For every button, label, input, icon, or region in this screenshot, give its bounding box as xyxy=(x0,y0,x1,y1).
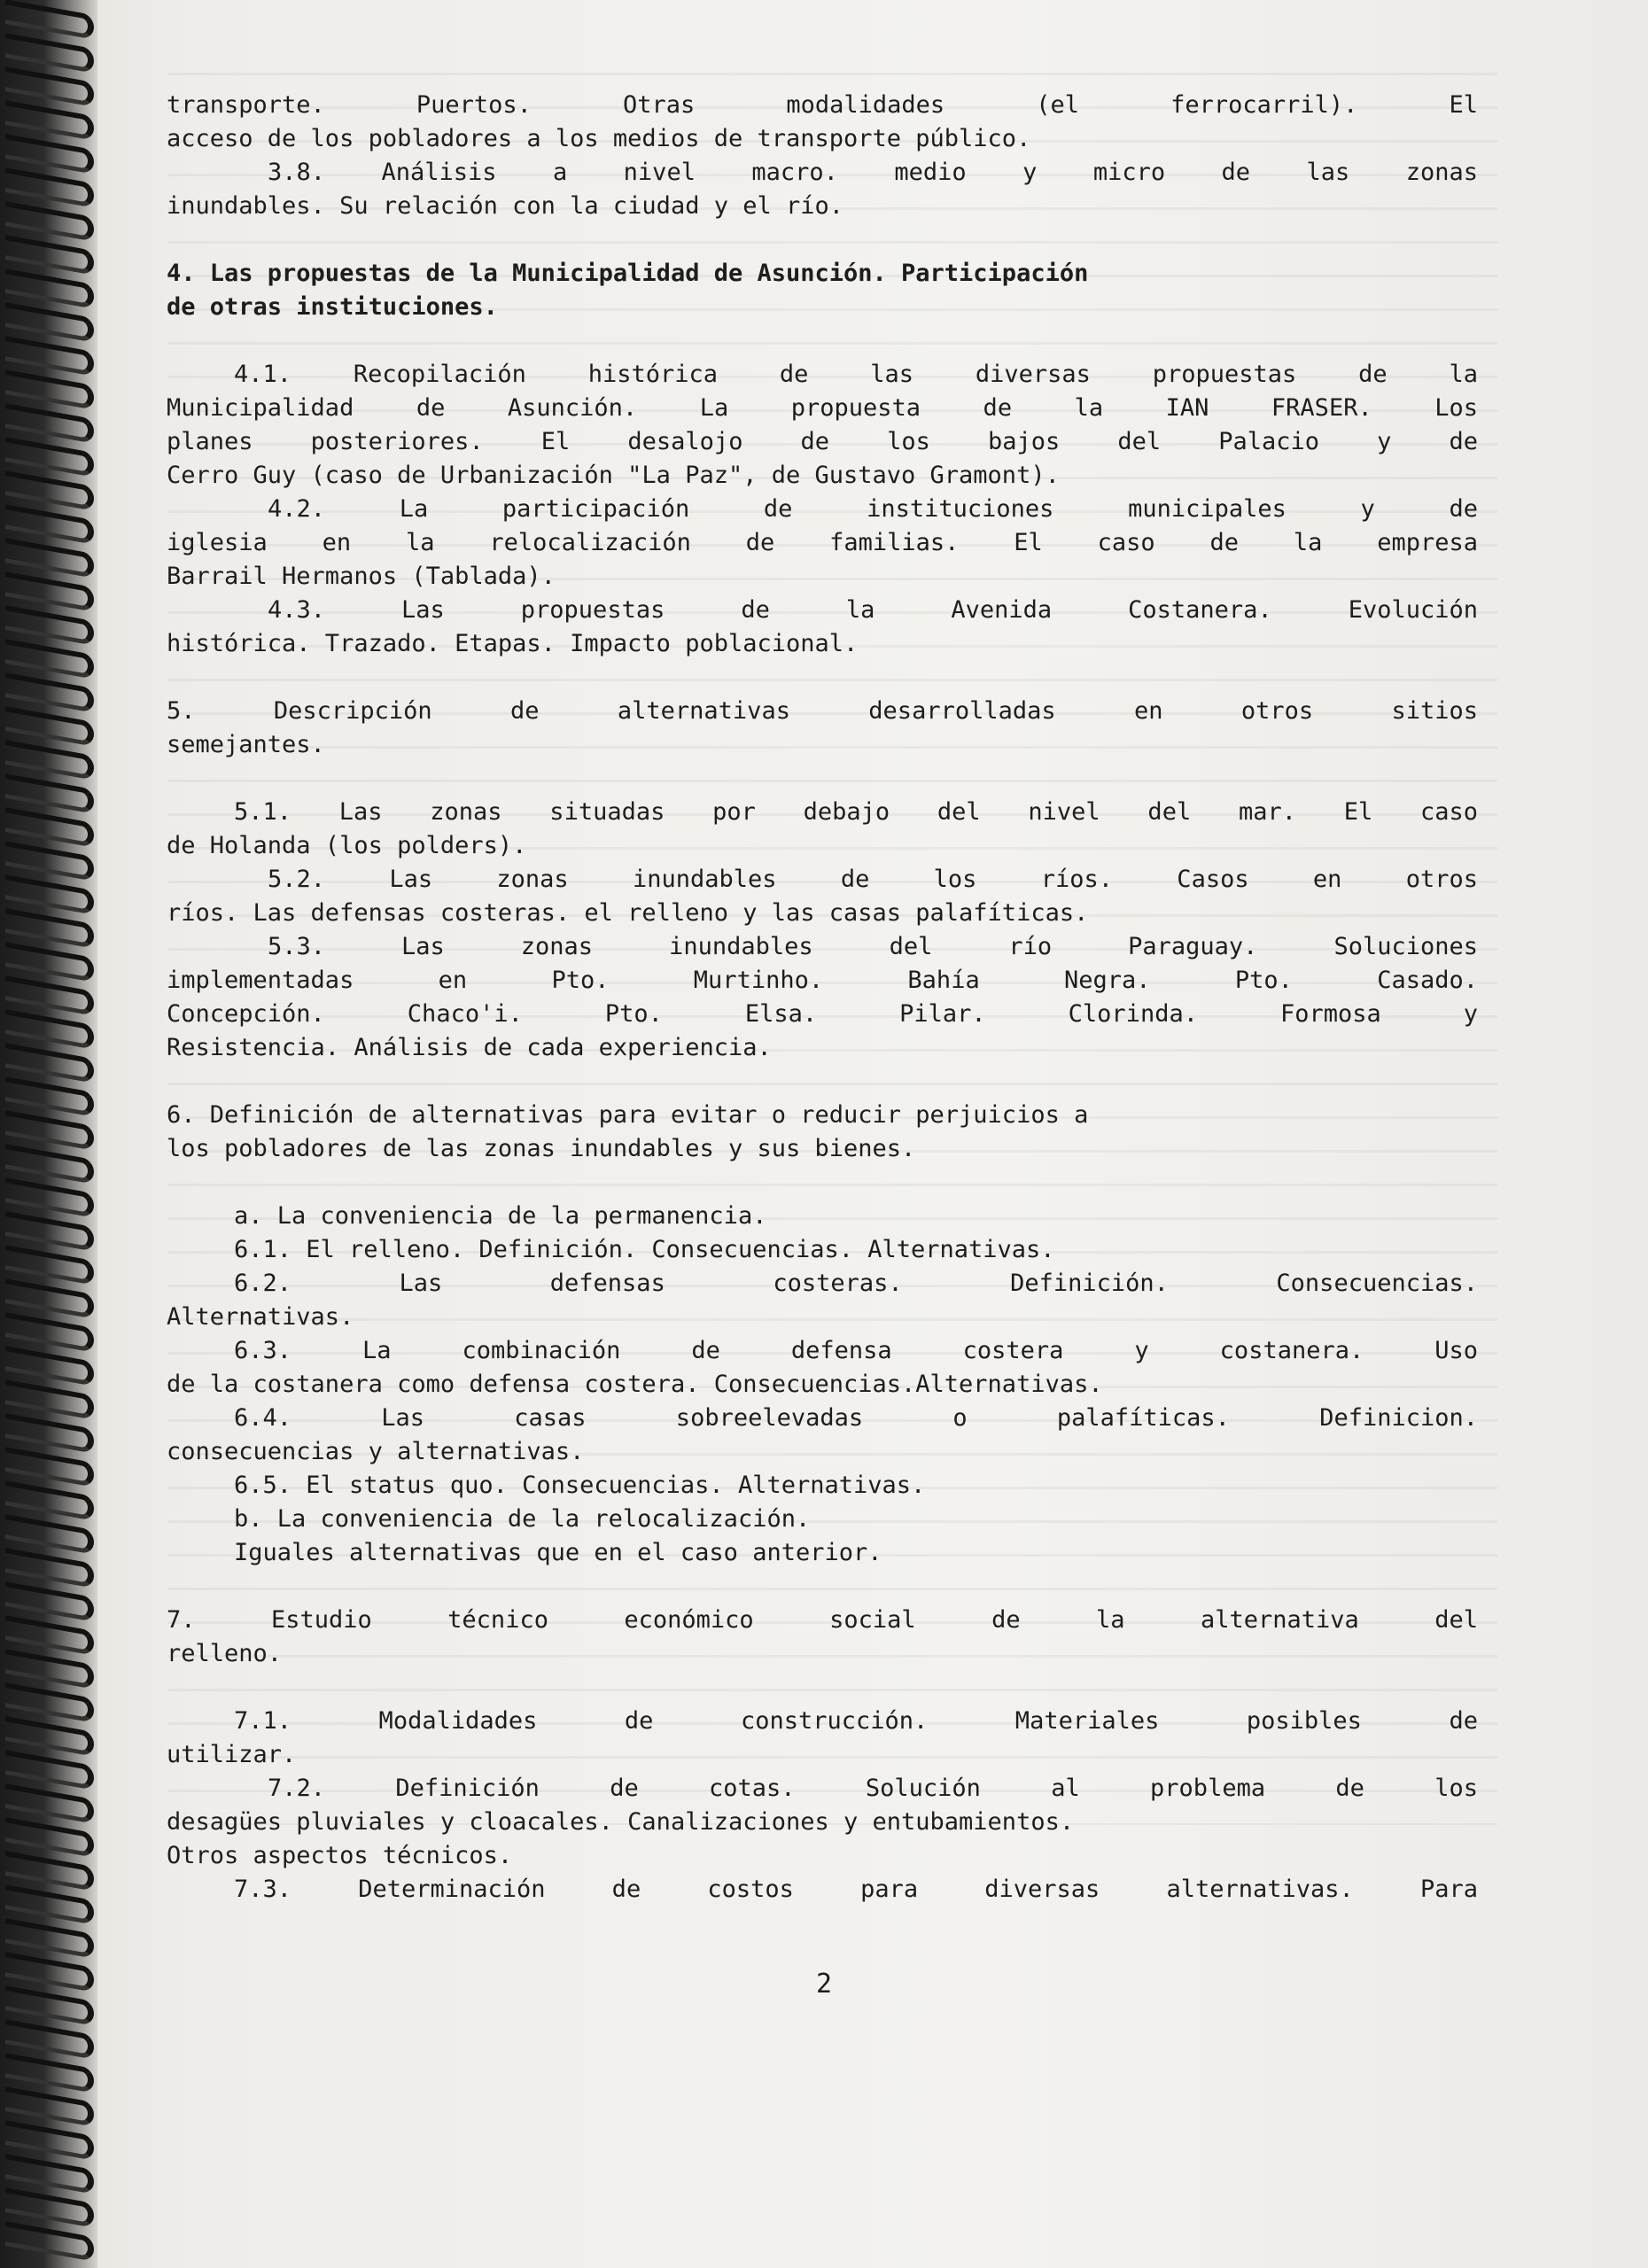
binding-coil xyxy=(5,538,94,579)
binding-coil xyxy=(5,908,94,949)
text-line: los pobladores de las zonas inundables y sus bienes. xyxy=(167,1135,916,1162)
binding-coil xyxy=(5,874,94,915)
binding-coil xyxy=(5,1245,94,1285)
text-line: Municipalidad de Asunción. La propuesta de la IAN FRASER. Los xyxy=(167,394,1478,422)
binding-coil xyxy=(5,1817,94,1858)
binding-coil xyxy=(5,336,94,377)
text-line: inundables. Su relación con la ciudad y el río. xyxy=(167,192,844,220)
text-line: de Holanda (los polders). xyxy=(167,832,527,859)
binding-coil xyxy=(5,1278,94,1319)
binding-coil xyxy=(5,975,94,1016)
text-line: histórica. Trazado. Etapas. Impacto poblacional. xyxy=(167,630,859,657)
binding-coil xyxy=(5,1144,94,1184)
binding-coil xyxy=(5,1716,94,1757)
page-number: 2 xyxy=(815,1969,833,2000)
binding-coil xyxy=(5,167,94,208)
text-line: implementadas en Pto. Murtinho. Bahía Negra. Pto. Casado. xyxy=(167,967,1478,994)
document-body xyxy=(167,89,1478,1907)
binding-coil xyxy=(5,201,94,242)
binding-coil xyxy=(5,1783,94,1824)
binding-coil xyxy=(5,672,94,713)
binding-coil xyxy=(5,504,94,545)
text-line: 7.2. Definición de cotas. Solución al problema de los xyxy=(268,1775,1478,1802)
binding-coil xyxy=(5,302,94,343)
binding-coil xyxy=(5,639,94,680)
binding-coil xyxy=(5,1682,94,1723)
binding-coil xyxy=(5,1649,94,1689)
text-line: Iguales alternativas que en el caso anterior. xyxy=(234,1539,882,1566)
binding-coil xyxy=(5,1581,94,1622)
text-line: consecuencias y alternativas. xyxy=(167,1438,585,1465)
binding-coil xyxy=(5,403,94,444)
text-line: 6.2. Las defensas costeras. Definición. Consecuencias. xyxy=(234,1270,1478,1297)
binding-coil xyxy=(5,571,94,612)
text-line: 6.5. El status quo. Consecuencias. Alternativas. xyxy=(234,1472,926,1499)
binding-coil xyxy=(5,1851,94,1891)
text-line: 4. Las propuestas de la Municipalidad de Asunción. Participación xyxy=(167,260,1089,287)
binding-coil xyxy=(5,1076,94,1117)
text-line: a. La conveniencia de la permanencia. xyxy=(234,1202,767,1230)
binding-coil xyxy=(5,841,94,882)
binding-coil xyxy=(5,1480,94,1521)
text-line: 4.1. Recopilación histórica de las diversas propuestas de la xyxy=(234,361,1478,388)
binding-coil xyxy=(5,2154,94,2194)
paragraph-gap xyxy=(167,762,1478,796)
binding-coil xyxy=(5,66,94,107)
text-line: de otras instituciones. xyxy=(167,293,498,321)
text-line: Barrail Hermanos (Tablada). xyxy=(167,563,556,590)
binding-coil xyxy=(5,1110,94,1151)
binding-coil xyxy=(5,605,94,646)
binding-coil xyxy=(5,1413,94,1454)
text-line: desagües pluviales y cloacales. Canalizaciones y entubamientos. xyxy=(167,1808,1075,1836)
binding-coil xyxy=(5,0,94,40)
binding-coil xyxy=(5,2120,94,2161)
text-line: Concepción. Chaco'i. Pto. Elsa. Pilar. Clorinda. Formosa y xyxy=(167,1000,1478,1028)
binding-coil xyxy=(5,1346,94,1386)
binding-coil xyxy=(5,2086,94,2127)
text-line: acceso de los pobladores a los medios de transporte público. xyxy=(167,125,1031,152)
binding-coil xyxy=(5,1514,94,1555)
text-line: 7.1. Modalidades de construcción. Materiales posibles de xyxy=(234,1707,1478,1735)
text-line: Cerro Guy (caso de Urbanización "La Paz", de Gustavo Gramont). xyxy=(167,462,1060,489)
text-line: semejantes. xyxy=(167,731,325,758)
binding-coil xyxy=(5,1379,94,1420)
binding-coil xyxy=(5,1750,94,1790)
binding-coil xyxy=(5,942,94,983)
text-line: Otros aspectos técnicos. xyxy=(167,1842,513,1869)
binding-coil xyxy=(5,268,94,309)
binding-coil xyxy=(5,134,94,175)
text-line: 5.1. Las zonas situadas por debajo del nivel del mar. El caso xyxy=(234,798,1478,826)
binding-coil xyxy=(5,33,94,74)
binding-coil xyxy=(5,2019,94,2060)
text-line: 7.3. Determinación de costos para diversas alternativas. Para xyxy=(234,1876,1478,1903)
paragraph-gap xyxy=(167,1671,1478,1705)
text-line: 3.8. Análisis a nivel macro. medio y micro de las zonas xyxy=(268,159,1478,186)
binding-coil xyxy=(5,773,94,814)
binding-coil xyxy=(5,437,94,478)
text-line: 6. Definición de alternativas para evitar o reducir perjuicios a xyxy=(167,1101,1089,1129)
paragraph-gap xyxy=(167,1570,1478,1604)
binding-coil xyxy=(5,1177,94,1218)
binding-coil xyxy=(5,470,94,511)
text-line: 5.2. Las zonas inundables de los ríos. Casos en otros xyxy=(268,866,1478,893)
text-line: Resistencia. Análisis de cada experiencia. xyxy=(167,1034,772,1061)
text-line: 6.1. El relleno. Definición. Consecuencias. Alternativas. xyxy=(234,1236,1055,1263)
paragraph-gap xyxy=(167,324,1478,358)
text-line: b. La conveniencia de la relocalización. xyxy=(234,1505,811,1533)
binding-coil xyxy=(5,1211,94,1252)
binding-coil xyxy=(5,1312,94,1353)
binding-coil xyxy=(5,2053,94,2093)
binding-coil xyxy=(5,2187,94,2228)
binding-coil xyxy=(5,100,94,141)
binding-coil xyxy=(5,706,94,747)
binding-coil xyxy=(5,1548,94,1588)
text-line: 6.3. La combinación de defensa costera y costanera. Uso xyxy=(234,1337,1478,1364)
text-line: de la costanera como defensa costera. Consecuencias.Alternativas. xyxy=(167,1371,1103,1398)
text-line: 5. Descripción de alternativas desarrolladas en otros sitios xyxy=(167,697,1478,725)
spiral-binding xyxy=(0,0,97,2268)
text-line: ríos. Las defensas costeras. el relleno y las casas palafíticas. xyxy=(167,899,1089,927)
text-line: 4.3. Las propuestas de la Avenida Costanera. Evolución xyxy=(268,596,1478,624)
paragraph-gap xyxy=(167,1166,1478,1200)
binding-coil xyxy=(5,1447,94,1487)
binding-coil xyxy=(5,1615,94,1656)
binding-coil xyxy=(5,1884,94,1925)
text-line: Alternativas. xyxy=(167,1303,354,1331)
binding-coil xyxy=(5,1009,94,1050)
text-line: transporte. Puertos. Otras modalidades (el ferrocarril). El xyxy=(167,91,1478,119)
text-line: planes posteriores. El desalojo de los bajos del Palacio y de xyxy=(167,428,1478,455)
text-line: 6.4. Las casas sobreelevadas o palafíticas. Definicion. xyxy=(234,1404,1478,1432)
binding-coil xyxy=(5,235,94,276)
text-line: 7. Estudio técnico económico social de la alternativa del xyxy=(167,1606,1478,1634)
text-line: utilizar. xyxy=(167,1741,297,1768)
paragraph-gap xyxy=(167,661,1478,695)
binding-coil xyxy=(5,807,94,848)
text-line: 4.2. La participación de instituciones municipales y de xyxy=(268,495,1478,523)
paragraph-gap xyxy=(167,1065,1478,1099)
paragraph-gap xyxy=(167,223,1478,257)
text-line: relleno. xyxy=(167,1640,283,1667)
binding-coil xyxy=(5,1918,94,1959)
binding-coil xyxy=(5,2221,94,2262)
binding-coil xyxy=(5,1043,94,1084)
text-line: iglesia en la relocalización de familias. El caso de la empresa xyxy=(167,529,1478,556)
text-line: 5.3. Las zonas inundables del río Paraguay. Soluciones xyxy=(268,933,1478,960)
binding-coil xyxy=(5,740,94,781)
binding-coil xyxy=(5,369,94,410)
